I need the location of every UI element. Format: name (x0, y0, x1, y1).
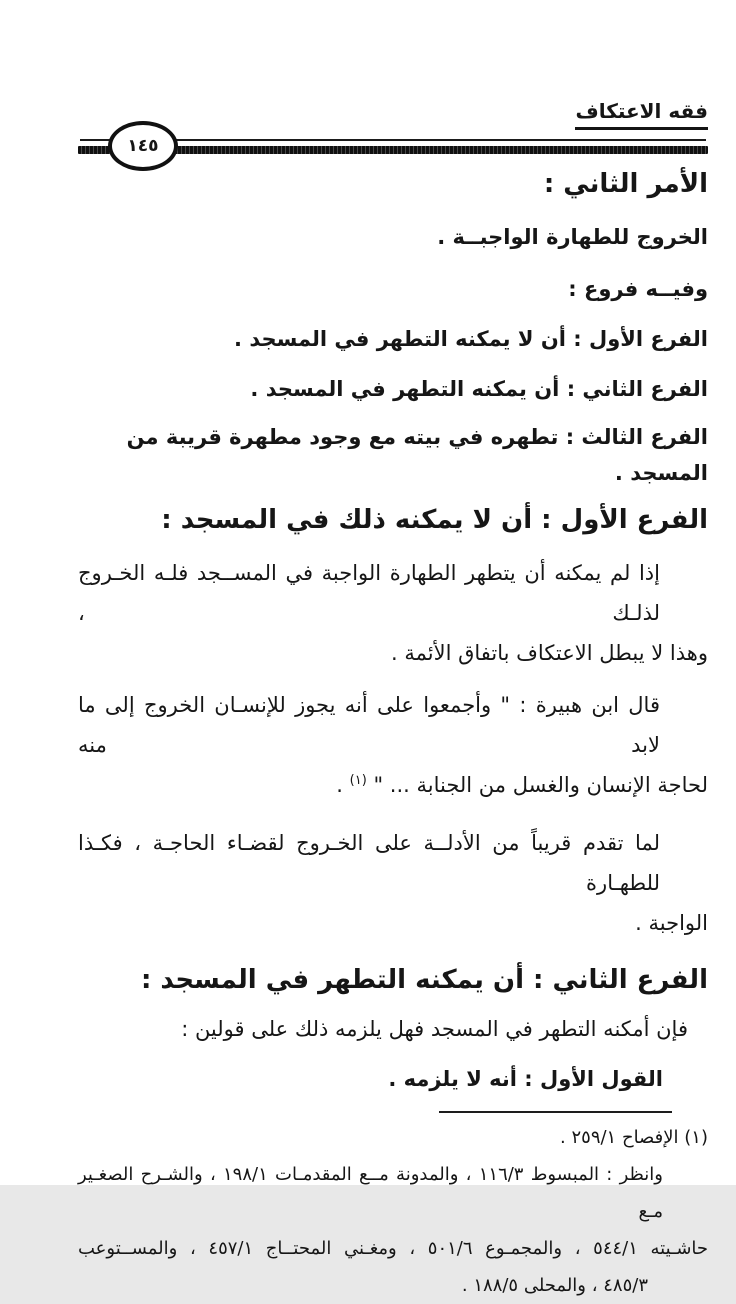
footnote-line-2: وانظر : المبسوط ١١٦/٣ ، والمدونة مــع المقدمـات ١٩٨/١ ، والشـرح الصغـير مـع (78, 1164, 663, 1222)
decorative-rule-band (78, 137, 708, 161)
footnotes-block (78, 1119, 708, 1304)
quote-text: لحاجة الإنسان والغسل من الجنابة ... " (366, 773, 708, 797)
page-number-badge (108, 121, 178, 171)
branch-item-2: الفرع الثاني : أن يمكنه التطهر في المسجد . (250, 377, 708, 401)
subtitle-line: الخروج للطهارة الواجبــة . (437, 225, 708, 249)
footnote-separator (439, 1111, 672, 1113)
heading-amr-thani: الأمر الثاني : (543, 169, 708, 199)
section2-para1: فإن أمكنه التطهر في المسجد فهل يلزمه ذلك على قولين : (181, 1017, 688, 1041)
section1-para1-line2: وهذا لا يبطل الاعتكاف باتفاق الأئمة . (391, 641, 708, 665)
branch-item-3: الفرع الثالث : تطهره في بيته مع وجود مطهرة قريبة من المسجد . (126, 425, 708, 485)
page-number: ١٤٥ (127, 136, 159, 156)
section1-para2-line1: قال ابن هبيرة : " وأجمعوا على أنه يجوز للإنسـان الخروج إلى ما لابد منه (78, 693, 660, 757)
footnote-line-1: (١) الإفصاح ٢٥٩/١ . (560, 1127, 708, 1148)
page-header-title: فقه الاعتكاف (575, 98, 708, 130)
footnote-line-3: حاشـيته ٥٤٤/١ ، والمجمـوع ٥٠١/٦ ، ومغـني المحتــاج ٤٥٧/١ ، والمســتوعب (78, 1238, 709, 1259)
section1-para3-line1: لما تقدم قريباً من الأدلــة على الخـروج لقضـاء الحاجـة ، فكـذا للطهـارة (78, 831, 660, 895)
footnote-line-4: ٤٨٥/٣ ، والمحلى ١٨٨/٥ . (461, 1275, 648, 1296)
section2-heading: الفرع الثاني : أن يمكنه التطهر في المسجد : (140, 965, 708, 995)
section1-para3-line2: الواجبة . (635, 911, 708, 935)
section1-heading: الفرع الأول : أن لا يمكنه ذلك في المسجد : (161, 505, 708, 535)
intro-line: وفيــه فروع : (568, 277, 708, 301)
section2-opinion1: القول الأول : أنه لا يلزمه . (388, 1067, 663, 1091)
branch-item-1: الفرع الأول : أن لا يمكنه التطهر في المسجد . (234, 327, 708, 351)
section1-para1-line1: إذا لم يمكنه أن يتطهر الطهارة الواجبة في المســجد فلـه الخـروج لذلـك ، (78, 561, 660, 625)
footnote-marker-1: (١) (349, 773, 367, 788)
section1-para2-line2 (78, 765, 708, 809)
quote-tail: . (336, 773, 350, 797)
